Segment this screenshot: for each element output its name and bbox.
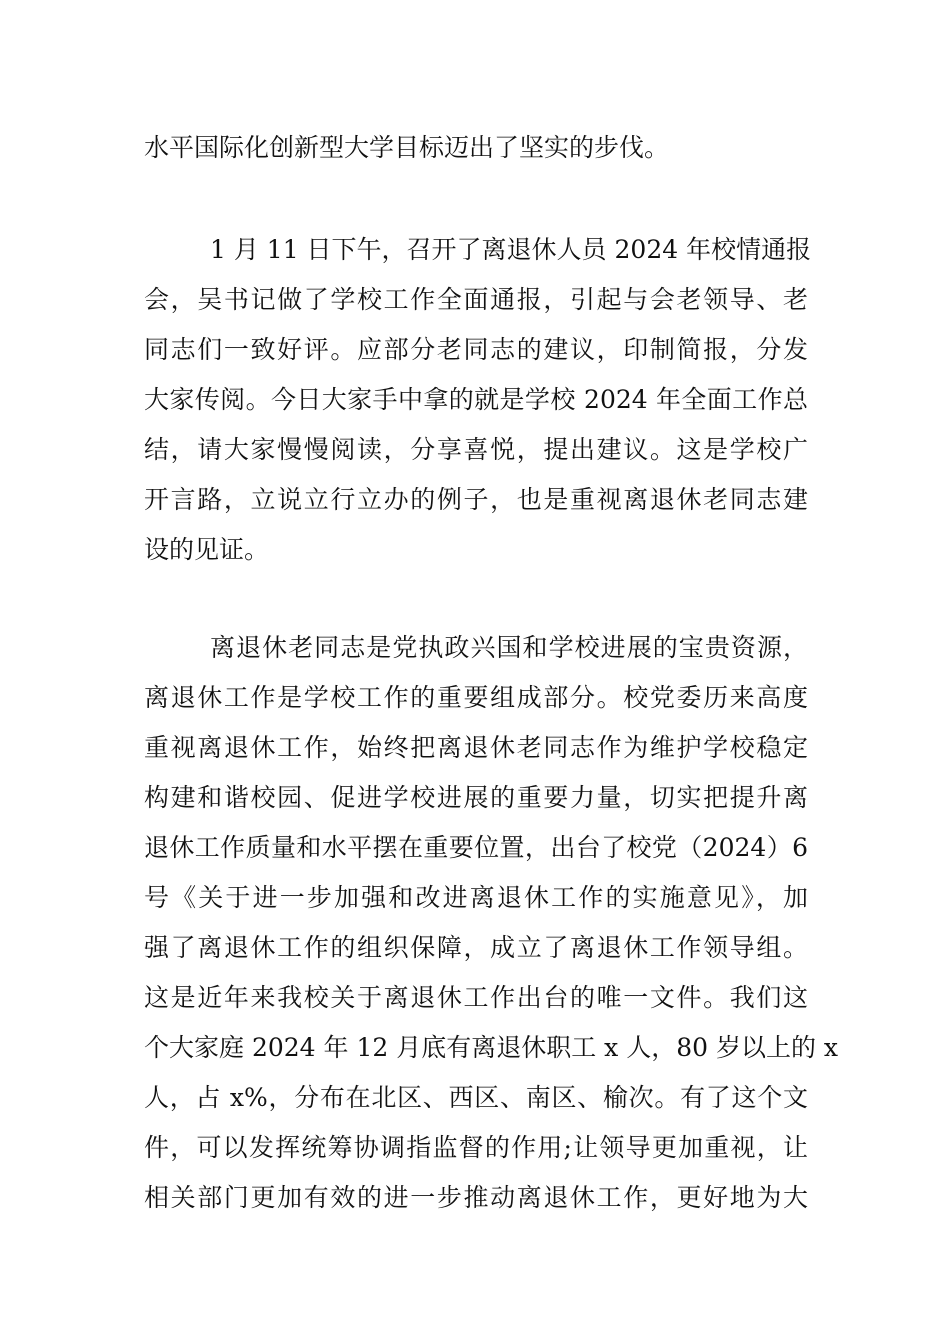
paragraph-3-line-7: 强了离退休工作的组织保障，成立了离退休工作领导组。 xyxy=(144,933,808,962)
paragraph-3-line-5: 退休工作质量和水平摆在重要位置，出台了校党（2024）6 xyxy=(144,833,808,862)
paragraph-2-line-1: 1 月 11 日下午，召开了离退休人员 2024 年校情通报 xyxy=(210,235,812,264)
paragraph-3-line-4: 构建和谐校园、促进学校进展的重要力量，切实把提升离 xyxy=(144,783,808,812)
paragraph-3-line-9: 个大家庭 2024 年 12 月底有离退休职工 x 人，80 岁以上的 x xyxy=(144,1033,839,1062)
paragraph-2-line-6: 开言路，立说立行立办的例子，也是重视离退休老同志建 xyxy=(144,485,808,514)
paragraph-3-line-2: 离退休工作是学校工作的重要组成部分。校党委历来高度 xyxy=(144,683,808,712)
paragraph-1-line-1: 水平国际化创新型大学目标迈出了坚实的步伐。 xyxy=(144,133,670,162)
paragraph-3-line-6: 号《关于进一步加强和改进离退休工作的实施意见》，加 xyxy=(144,883,808,912)
paragraph-3-line-11: 件，可以发挥统筹协调指监督的作用;让领导更加重视，让 xyxy=(144,1133,808,1162)
paragraph-2-line-5: 结，请大家慢慢阅读，分享喜悦，提出建议。这是学校广 xyxy=(144,435,808,464)
paragraph-2-line-4: 大家传阅。今日大家手中拿的就是学校 2024 年全面工作总 xyxy=(144,385,808,414)
paragraph-3-line-1: 离退休老同志是党执政兴国和学校进展的宝贵资源， xyxy=(210,633,808,662)
paragraph-2-line-3: 同志们一致好评。应部分老同志的建议，印制简报，分发 xyxy=(144,335,808,364)
paragraph-3-line-3: 重视离退休工作，始终把离退休老同志作为维护学校稳定 xyxy=(144,733,808,762)
paragraph-3-line-12: 相关部门更加有效的进一步推动离退休工作，更好地为大 xyxy=(144,1183,808,1212)
paragraph-3-line-8: 这是近年来我校关于离退休工作出台的唯一文件。我们这 xyxy=(144,983,808,1012)
paragraph-2-line-7: 设的见证。 xyxy=(144,535,270,564)
paragraph-2-line-2: 会，吴书记做了学校工作全面通报，引起与会老领导、老 xyxy=(144,285,808,314)
paragraph-3-line-10: 人，占 x%，分布在北区、西区、南区、榆次。有了这个文 xyxy=(144,1083,808,1112)
